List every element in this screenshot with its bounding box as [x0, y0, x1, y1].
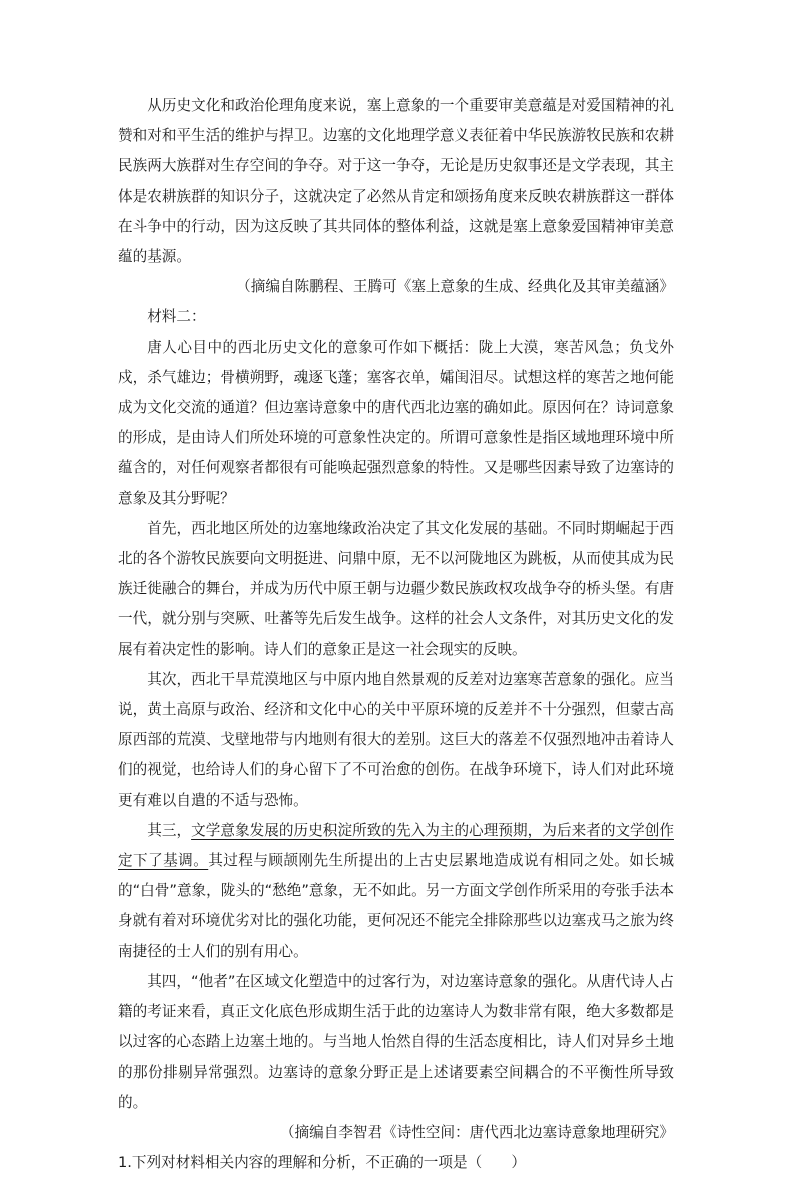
paragraph-5-rest: 其过程与顾颉刚先生所提出的上古史层累地造成说有相同之处。如长城的“白骨”意象，陇头的“愁绝”意象，无不如此。另一方面文学创作所采用的夸张手法本身就有着对环境优劣对比的强化功能，更何况还不能完全排除那些以边塞戎马之旅为终南捷径的士人们的别有用心。: [118, 852, 674, 960]
material-two-heading: 材料二：: [147, 308, 206, 326]
paragraph-1: 从历史文化和政治伦理角度来说，塞上意象的一个重要审美意蕴是对爱国精神的礼赞和对和平生活的维护与捍卫。边塞的文化地理学意义表征着中华民族游牧民族和农耕民族两大族群对生存空间的争夺。对于这一争夺，无论是历史叙事还是文学表现，其主体是农耕族群的知识分子，这就决定了必然从肯定和颂扬角度来反映农耕族群这一群体在斗争中的行动，因为这反映了其共同体的整体利益，这就是塞上意象爱国精神审美意蕴的基源。: [118, 97, 674, 266]
paragraph-5: [118, 816, 674, 967]
paragraph-4: 其次，西北干旱荒漠地区与中原内地自然景观的反差对边塞寒苦意象的强化。应当说，黄土高原与政治、经济和文化中心的关中平原环境的反差并不十分强烈，但蒙古高原西部的荒漠、戈壁地带与内地则有很大的差别。这巨大的落差不仅强烈地冲击着诗人们的视觉，也给诗人们的身心留下了不可治愈的创伤。在战争环境下，诗人们对此环境更有难以自遣的不适与恐怖。: [118, 670, 674, 809]
paragraph-6: 其四，“他者”在区域文化塑造中的过客行为，对边塞诗意象的强化。从唐代诗人占籍的考证来看，真正文化底色形成期生活于此的边塞诗人为数非常有限，绝大多数都是以过客的心态踏上边塞土地的。与当地人怡然自得的生活态度相比，诗人们对异乡土地的那份排剔异常强烈。边塞诗的意象分野正是上述诸要素空间耦合的不平衡性所导致的。: [118, 972, 674, 1111]
question-1: 1.下列对材料相关内容的理解和分析，不正确的一项是（ ）: [118, 1154, 526, 1172]
underlined-sentence: 文学意象发展的历史积淀所致的先入为主的心理预期，为后来者的文学创作定下了基调。: [118, 821, 674, 870]
paragraph-3: 首先，西北地区所处的边塞地缘政治决定了其文化发展的基础。不同时期崛起于西北的各个游牧民族要向文明挺进、问鼎中原，无不以河陇地区为跳板，从而使其成为民族迁徙融合的舞台，并成为历代中原王朝与边疆少数民族政权攻战争夺的桥头堡。有唐一代，就分别与突厥、吐蕃等先后发生战争。这样的社会人文条件，对其历史文化的发展有着决定性的影响。诗人们的意象正是这一社会现实的反映。: [118, 519, 674, 658]
paragraph-2: 唐人心目中的西北历史文化的意象可作如下概括：陇上大漠，寒苦风急；负戈外戍，杀气雄边；骨横朔野，魂逐飞蓬；塞客衣单，孀闺泪尽。试想这样的寒苦之地何能成为文化交流的通道？但边塞诗意象中的唐代西北边塞的确如此。原因何在？诗词意象的形成，是由诗人们所处环境的可意象性决定的。所谓可意象性是指区域地理环境中所蕴含的，对任何观察者都很有可能唤起强烈意象的特性。又是哪些因素导致了边塞诗的意象及其分野呢？: [118, 338, 674, 507]
paragraph-5-prefix: 其三，: [147, 821, 192, 839]
source-citation-1: （摘编自陈鹏程、王腾可《塞上意象的生成、经典化及其审美蕴涵》: [236, 278, 674, 296]
source-citation-2: （摘编自李智君《诗性空间：唐代西北边塞诗意象地理研究》: [279, 1123, 674, 1141]
